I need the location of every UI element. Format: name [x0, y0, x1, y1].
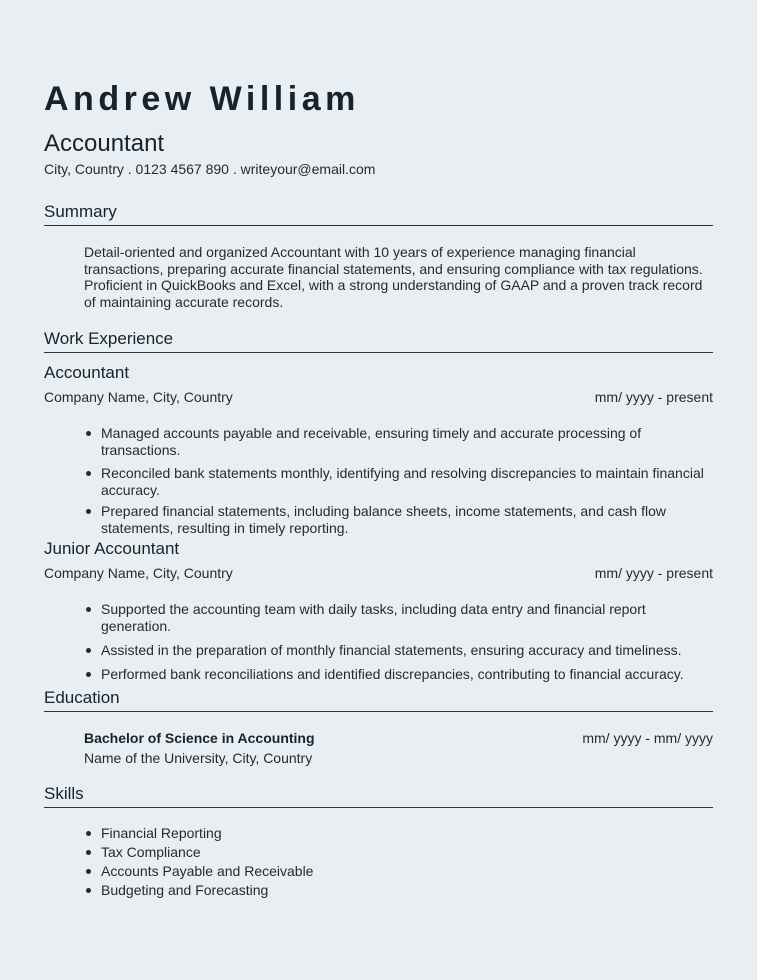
degree-title: Bachelor of Science in Accounting: [84, 730, 315, 746]
list-item: Budgeting and Forecasting: [84, 882, 711, 899]
list-item: Supported the accounting team with daily tasks, including data entry and financial report generation.: [84, 601, 711, 634]
job-dates: mm/ yyyy - present: [594, 565, 713, 581]
list-item: Reconciled bank statements monthly, identifying and resolving discrepancies to maintain financial accuracy.: [84, 465, 711, 498]
summary-heading: Summary: [44, 202, 713, 226]
skills-heading: Skills: [44, 784, 713, 808]
work-experience-heading: Work Experience: [44, 329, 713, 353]
candidate-name: Andrew William: [44, 80, 360, 118]
education-heading: Education: [44, 688, 713, 712]
job-meta-row: [44, 389, 713, 407]
list-item: Tax Compliance: [84, 844, 711, 861]
list-item: Managed accounts payable and receivable, ensuring timely and accurate processing of transactions.: [84, 425, 711, 458]
job-bullets: [84, 601, 711, 682]
list-item: Accounts Payable and Receivable: [84, 863, 711, 880]
job-meta-row: [44, 565, 713, 583]
job-title: Accountant: [44, 363, 130, 382]
list-item: Performed bank reconciliations and identified discrepancies, contributing to financial accuracy.: [84, 666, 711, 683]
university-name: Name of the University, City, Country: [84, 750, 313, 766]
company-name: Company Name, City, Country: [44, 565, 233, 581]
list-item: Prepared financial statements, including balance sheets, income statements, and cash flow statements, resulting in timely reporting.: [84, 503, 711, 536]
contact-line: City, Country . 0123 4567 890 . writeyour@email.com: [44, 161, 376, 177]
company-name: Company Name, City, Country: [44, 389, 233, 405]
job-title-heading: Accountant: [44, 130, 165, 157]
job-dates: mm/ yyyy - present: [594, 389, 713, 405]
list-item: Financial Reporting: [84, 825, 711, 842]
job-bullets: [84, 425, 711, 536]
list-item: Assisted in the preparation of monthly financial statements, ensuring accuracy and timeliness.: [84, 642, 711, 659]
job-title: Junior Accountant: [44, 539, 180, 558]
summary-text: Detail-oriented and organized Accountant with 10 years of experience managing financial transactions, preparing accurate financial statements, and ensuring compliance with tax regulations. Proficient in QuickBooks and Excel, with a strong understanding of GAAP and a proven track record of maintaining accurate records.: [84, 244, 703, 310]
education-dates: mm/ yyyy - mm/ yyyy: [582, 730, 713, 746]
skills-list: [84, 825, 711, 899]
